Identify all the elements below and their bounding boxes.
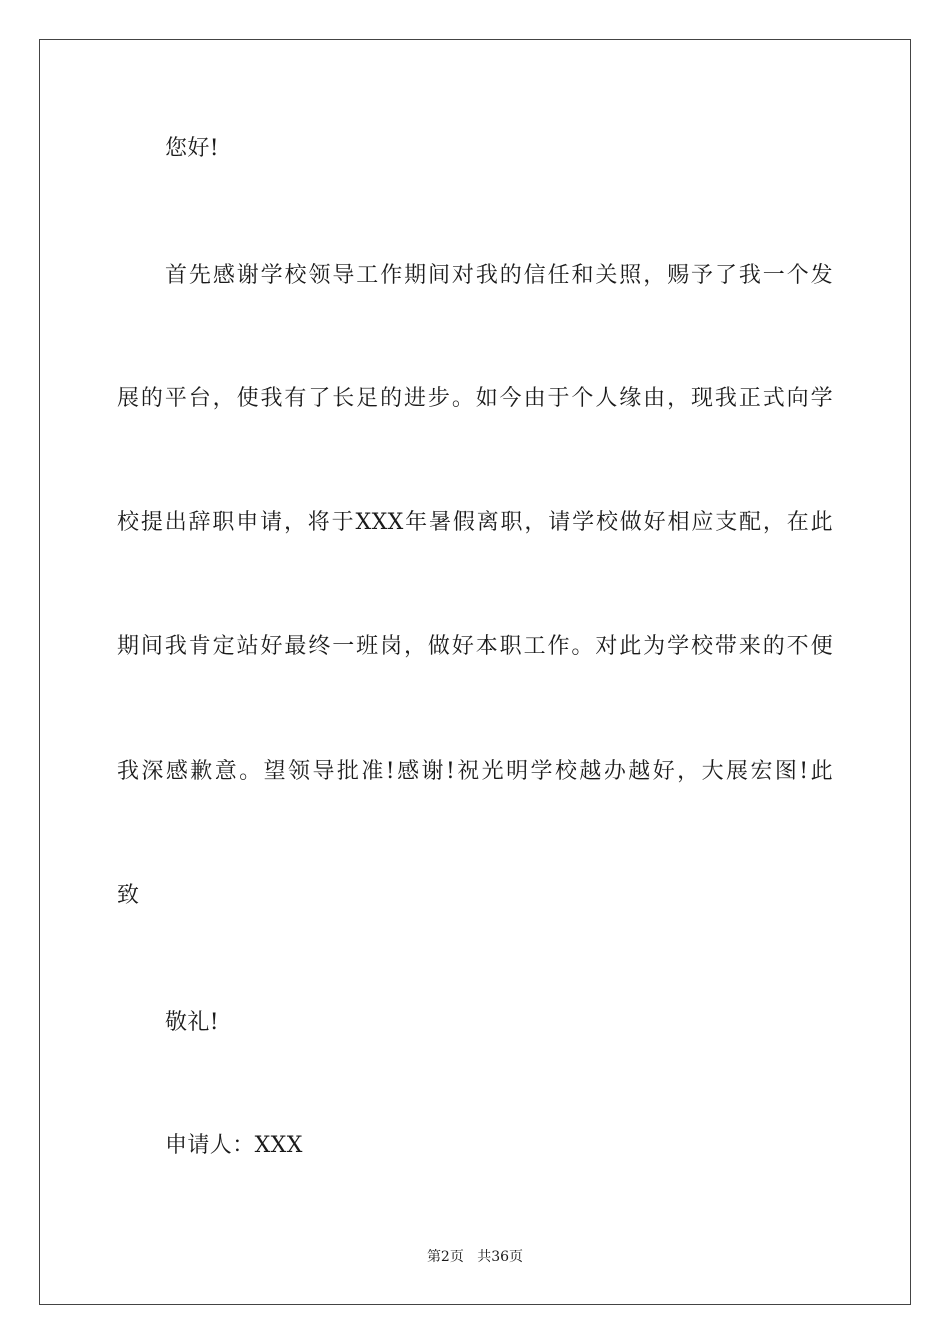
body-line-2: 展的平台，使我有了长足的进步。如今由于个人缘由，现我正式向学 [117,386,833,411]
closing-line: 敬礼! [165,1010,220,1035]
body-line-3: 校提出辞职申请，将于XXX年暑假离职，请学校做好相应支配，在此 [117,510,833,535]
signature-line: 申请人：XXX [165,1133,303,1158]
total-pages: 共36页 [477,1249,524,1265]
greeting-line: 您好! [165,136,220,161]
body-line-6: 致 [117,883,140,908]
page-number: 第2页 [426,1249,464,1265]
page-frame [39,39,911,1305]
body-line-1: 首先感谢学校领导工作期间对我的信任和关照，赐予了我一个发 [165,263,833,288]
page-footer [0,1248,950,1266]
body-line-4: 期间我肯定站好最终一班岗，做好本职工作。对此为学校带来的不便 [117,634,833,659]
body-line-5: 我深感歉意。望领导批准!感谢!祝光明学校越办越好，大展宏图!此 [117,759,833,784]
